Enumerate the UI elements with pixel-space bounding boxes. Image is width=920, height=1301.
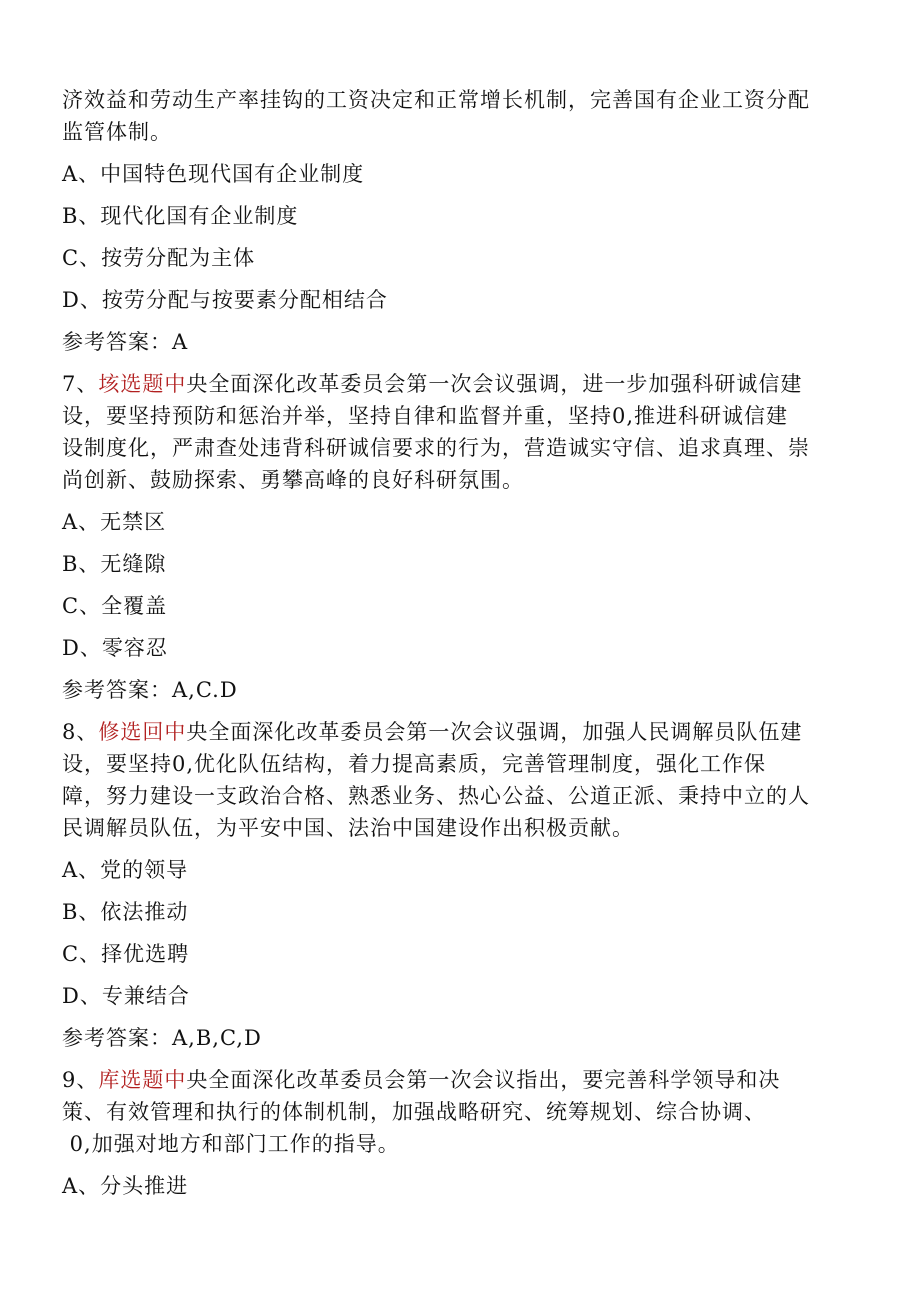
option-c: C、择优选聘 [62, 942, 190, 966]
stem-line: 策、有效管理和执行的体制机制，加强战略研究、统筹规划、综合协调、 [62, 1100, 766, 1124]
stem-line: 设，要坚持预防和惩治并举，坚持自律和监督并重，坚持0,推进科研诚信建 [62, 404, 789, 428]
stem-first-line [62, 1064, 862, 1096]
stem-line: 设，要坚持0,优化队伍结构，着力提高素质，完善管理制度，强化工作保 [62, 752, 767, 776]
stem-text: 央全面深化改革委员会第一次会议强调，进一步加强科研诚信建 [186, 372, 803, 396]
stem-first-line [62, 716, 862, 748]
option-a: A、中国特色现代国有企业制度 [62, 162, 365, 186]
option-d: D、专兼结合 [62, 984, 190, 1008]
answer-text: 参考答案：A,B,C,D [62, 1026, 262, 1050]
option-a: A、党的领导 [62, 858, 189, 882]
option-c: C、全覆盖 [62, 594, 168, 618]
stem-line: 0,加强对地方和部门工作的指导。 [62, 1132, 400, 1156]
question-tag: 库选题中 [98, 1068, 187, 1092]
option-b: B、依法推动 [62, 900, 189, 924]
stem-line: 障，努力建设一支政治合格、熟悉业务、热心公益、公道正派、秉持中立的人 [62, 784, 810, 808]
question-number: 7、 [62, 372, 99, 396]
answer-text: 参考答案：A [62, 330, 189, 354]
document-page [62, 84, 862, 1202]
question-tag: 修选回中 [98, 720, 187, 744]
stem-first-line [62, 368, 862, 400]
question-number: 8、 [62, 720, 99, 744]
stem-text: 央全面深化改革委员会第一次会议指出，要完善科学领导和决 [186, 1068, 781, 1092]
stem-line: 监管体制。 [62, 120, 172, 144]
stem-line: 民调解员队伍，为平安中国、法治中国建设作出积极贡献。 [62, 816, 634, 840]
answer-text: 参考答案：A,C.D [62, 678, 238, 702]
stem-text: 央全面深化改革委员会第一次会议强调，加强人民调解员队伍建 [186, 720, 803, 744]
question-7-stem [62, 368, 862, 496]
option-b: B、现代化国有企业制度 [62, 204, 299, 228]
stem-line: 尚创新、鼓励探索、勇攀高峰的良好科研氛围。 [62, 468, 524, 492]
stem-line: 设制度化，严肃查处违背科研诚信要求的行为，营造诚实守信、追求真理、崇 [62, 436, 810, 460]
option-c: C、按劳分配为主体 [62, 246, 256, 270]
question-9-stem [62, 1064, 862, 1160]
question-number: 9、 [62, 1068, 99, 1092]
question-8-stem [62, 716, 862, 844]
option-d: D、零容忍 [62, 636, 168, 660]
option-a: A、无禁区 [62, 510, 167, 534]
option-b: B、无缝隙 [62, 552, 167, 576]
stem-line: 济效益和劳动生产率挂钩的工资决定和正常增长机制，完善国有企业工资分配 [62, 88, 810, 112]
question-tag: 垓选题中 [98, 372, 187, 396]
option-a: A、分头推进 [62, 1174, 189, 1198]
option-d: D、按劳分配与按要素分配相结合 [62, 288, 388, 312]
question-6-stem [62, 84, 862, 148]
